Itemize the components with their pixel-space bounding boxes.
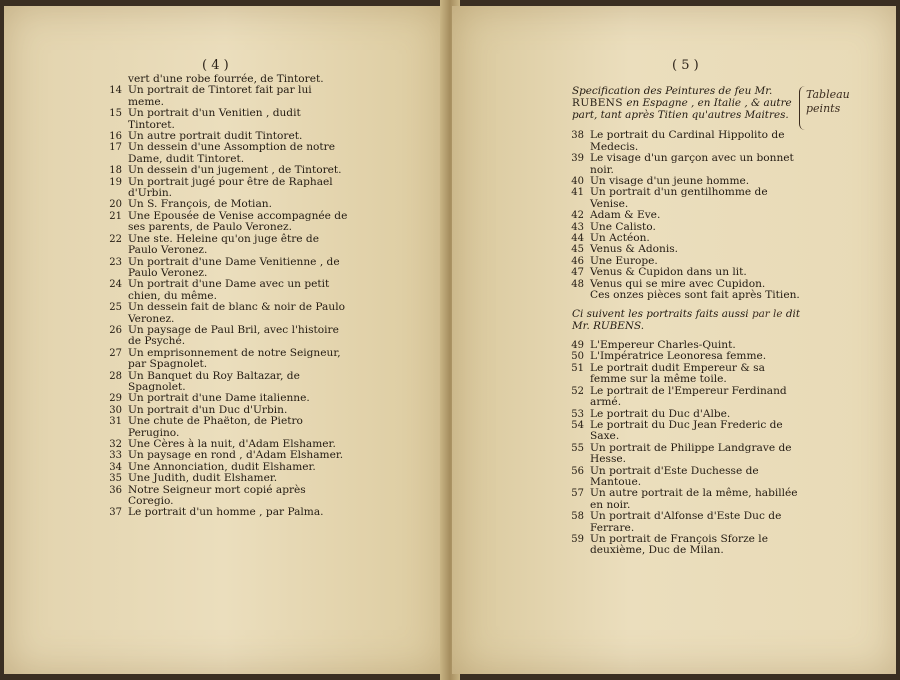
- page-number-left: ( 4 ): [202, 58, 229, 73]
- list-item: [564, 466, 802, 489]
- item-text: Un autre portrait de la même, habillée en noir.: [590, 487, 798, 511]
- item-number: 26: [109, 324, 122, 336]
- item-number: 57: [571, 488, 584, 500]
- list-item: [102, 177, 348, 200]
- item-text: Une Cères à la nuit, d'Adam Elshamer.: [128, 438, 336, 450]
- heading-name: RUBENS: [572, 96, 624, 109]
- subsection-heading: [564, 309, 802, 333]
- item-text: Un portrait d'Alfonse d'Este Duc de Ferrare.: [590, 510, 782, 534]
- list-item: [564, 443, 802, 466]
- item-number: 51: [571, 362, 584, 374]
- item-text: Le portrait du Cardinal Hippolito de Medecis.: [590, 129, 785, 153]
- item-number: 37: [109, 507, 122, 519]
- item-text: Un portrait d'un Duc d'Urbin.: [128, 403, 288, 416]
- item-text: Le portrait du Duc d'Albe.: [590, 407, 731, 420]
- item-number: 32: [109, 439, 122, 450]
- item-text: Un Actéon.: [590, 232, 650, 245]
- item-number: 25: [109, 302, 122, 314]
- item-number: 56: [571, 465, 584, 477]
- item-number: 21: [109, 210, 122, 222]
- item-number: 55: [571, 442, 584, 454]
- subheading-part-b: dit Mr. RUBENS.: [572, 308, 800, 333]
- item-text: Un portrait d'un gentilhomme de Venise.: [590, 186, 768, 210]
- item-text: Une Judith, dudit Elshamer.: [128, 472, 278, 485]
- left-page: [4, 6, 446, 674]
- item-number: 48: [571, 278, 584, 290]
- list-item: [102, 473, 348, 484]
- item-text: Une Calisto.: [590, 220, 656, 233]
- item-text: Un dessein d'un jugement , de Tintoret.: [128, 164, 342, 177]
- item-number: 36: [109, 484, 122, 496]
- list-item: [102, 108, 348, 131]
- right-entry-list: [564, 86, 802, 557]
- item-number: 31: [109, 416, 122, 428]
- item-number: 38: [571, 130, 584, 142]
- item-number: 41: [571, 187, 584, 199]
- item-number: 59: [571, 533, 584, 545]
- item-text: Adam & Eve.: [590, 209, 661, 222]
- item-text: Un portrait d'une Dame italienne.: [128, 392, 310, 405]
- list-item: [102, 485, 348, 508]
- item-text: Venus qui se mire avec Cupidon.: [590, 277, 766, 290]
- list-item: [102, 371, 348, 394]
- item-number: 44: [571, 233, 584, 245]
- item-number: 34: [109, 461, 122, 473]
- list-item: [102, 211, 348, 234]
- item-number: 42: [571, 210, 584, 222]
- left-entry-list: [102, 74, 348, 519]
- item-number: 24: [109, 279, 122, 291]
- item-number: 47: [571, 267, 584, 279]
- item-text: Un visage d'un jeune homme.: [590, 175, 750, 188]
- list-item: [102, 257, 348, 280]
- item-text: Un portrait jugé pour être de Raphael d'Urbin.: [128, 175, 333, 200]
- item-number: 58: [571, 511, 584, 523]
- item-text: Un paysage en rond , d'Adam Elshamer.: [128, 449, 344, 462]
- item-text: Le portrait du Duc Jean Frederic de Saxe.: [590, 418, 783, 443]
- item-text: L'Empereur Charles-Quint.: [590, 339, 736, 352]
- item-text: Une Europe.: [590, 254, 658, 267]
- item-text: Un autre portrait dudit Tintoret.: [128, 130, 303, 143]
- section-heading: [564, 86, 802, 121]
- list-item: [564, 420, 802, 443]
- item-text: Venus & Cupidon dans un lit.: [590, 266, 747, 279]
- list-item: [564, 534, 802, 557]
- item-text: Un dessein fait de blanc & noir de Paulo Veronez.: [128, 301, 345, 325]
- item-text: Le visage d'un garçon avec un bonnet noir.: [590, 152, 794, 176]
- item-number: 53: [571, 408, 584, 420]
- item-number: 17: [109, 142, 122, 154]
- section-note: Ces onzes pièces sont fait après Titien.: [590, 289, 800, 302]
- item-number: 54: [571, 419, 584, 431]
- item-text: Une chute de Phaëton, de Pietro Perugino.: [128, 415, 303, 439]
- subheading-part-a: Ci suivent les portraits faits aussi: [572, 308, 749, 321]
- item-text: Un portrait d'une Dame Venitienne , de Paulo Veronez.: [128, 255, 340, 279]
- list-item: [564, 130, 802, 153]
- item-number: 23: [109, 256, 122, 268]
- list-item: [102, 348, 348, 371]
- list-item: [102, 325, 348, 348]
- list-item: [564, 386, 802, 409]
- item-number: 14: [109, 85, 122, 97]
- item-text: Un portrait de François Sforze le deuxième, Duc de Milan.: [590, 532, 768, 557]
- item-number: 29: [109, 393, 122, 405]
- item-text: Une Epousée de Venise accompagnée de ses parents, de Paulo Veronez.: [128, 209, 348, 234]
- item-number: 22: [109, 233, 122, 245]
- list-item: [564, 267, 802, 278]
- item-number: 35: [109, 473, 122, 485]
- item-text: Le portrait d'un homme , par Palma.: [128, 506, 324, 519]
- item-number: 30: [109, 404, 122, 416]
- item-number: 18: [109, 165, 122, 177]
- item-number: 27: [109, 347, 122, 359]
- item-number: 45: [571, 244, 584, 256]
- item-text: Un Banquet du Roy Baltazar, de Spagnolet.: [128, 369, 300, 393]
- item-text: Une ste. Heleine qu'on juge être de Paulo Veronez.: [128, 232, 319, 257]
- item-text: Notre Seigneur mort copié après Coregio.: [128, 483, 306, 508]
- list-item: [102, 165, 348, 176]
- handwritten-margin-note: Tableau peints: [806, 88, 850, 115]
- item-text: Le portrait dudit Empereur & sa femme sur la même toile.: [590, 361, 765, 386]
- list-item: [102, 507, 348, 518]
- item-number: 49: [571, 340, 584, 352]
- list-item: [564, 488, 802, 511]
- item-text: L'Impératrice Leonoresa femme.: [590, 350, 767, 363]
- item-number: 40: [571, 176, 584, 188]
- list-item: [102, 85, 348, 108]
- item-text: Un portrait d'Este Duchesse de Mantoue.: [590, 464, 759, 488]
- item-text: Un emprisonnement de notre Seigneur, par Spagnolet.: [128, 346, 341, 371]
- list-item: [564, 511, 802, 534]
- item-text: Le portrait de l'Empereur Ferdinand armé.: [590, 384, 787, 409]
- item-number: 20: [109, 199, 122, 211]
- list-item: [564, 153, 802, 176]
- item-text: Un paysage de Paul Bril, avec l'histoire de Psyché.: [128, 323, 339, 348]
- item-text: Un dessein d'une Assomption de notre Dame, dudit Tintoret.: [128, 141, 336, 165]
- list-item: [102, 302, 348, 325]
- item-number: 43: [571, 221, 584, 233]
- handwritten-insertion: par le: [751, 308, 783, 321]
- item-number: 50: [571, 351, 584, 363]
- item-number: 46: [571, 255, 584, 267]
- item-number: 33: [109, 450, 122, 462]
- item-number: 16: [109, 131, 122, 143]
- item-text: Un portrait d'un Venitien , dudit Tintoret.: [128, 107, 301, 131]
- heading-part-c: en Espagne , en Italie , & autre part, tant après Titien qu'autres Maitres.: [572, 96, 792, 121]
- list-item: [564, 210, 802, 221]
- list-item: [102, 416, 348, 439]
- list-item: [102, 142, 348, 165]
- item-number: 52: [571, 385, 584, 397]
- item-text: Un portrait de Philippe Landgrave de Hesse.: [590, 441, 792, 466]
- item-text: Une Annonciation, dudit Elshamer.: [128, 460, 316, 473]
- list-item: [564, 363, 802, 386]
- item-text: Un S. François, de Motian.: [128, 198, 272, 211]
- list-item: [102, 234, 348, 257]
- item-text: Venus & Adonis.: [590, 243, 679, 256]
- item-number: 28: [109, 370, 122, 382]
- item-number: 15: [109, 108, 122, 120]
- page-number-right: ( 5 ): [672, 58, 699, 73]
- list-item: [102, 279, 348, 302]
- heading-part-a: Specification des Peintures de feu Mr.: [572, 85, 773, 97]
- continued-line: vert d'une robe fourrée, de Tintoret.: [128, 73, 324, 85]
- item-number: 39: [571, 153, 584, 165]
- item-text: Un portrait d'une Dame avec un petit chien, du même.: [128, 278, 330, 302]
- item-text: Un portrait de Tintoret fait par lui meme.: [128, 84, 312, 108]
- list-item: [564, 187, 802, 210]
- right-page: [452, 6, 896, 674]
- item-number: 19: [109, 176, 122, 188]
